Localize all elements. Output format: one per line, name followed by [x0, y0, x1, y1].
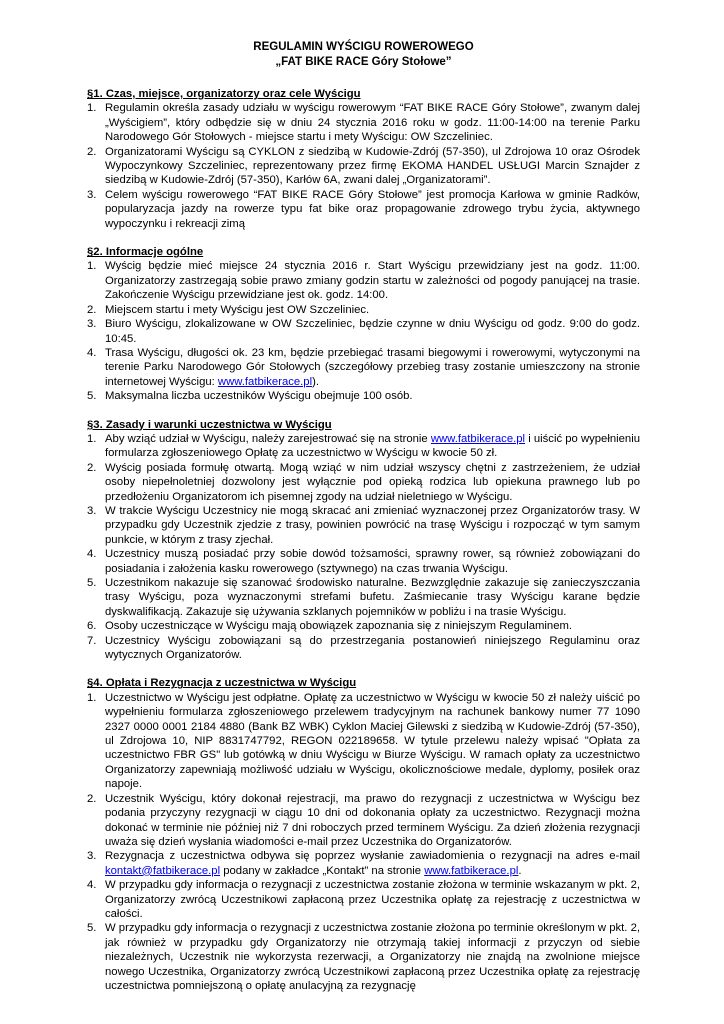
document-title: REGULAMIN WYŚCIGU ROWEROWEGO — [253, 41, 474, 53]
section-list — [87, 101, 640, 231]
document-page — [87, 40, 640, 993]
website-link[interactable]: www.fatbikerace.pl — [424, 864, 519, 877]
list-item: 1. Uczestnictwo w Wyścigu jest odpłatne. Opłatę za uczestnictwo w Wyścigu w kwocie 50 zł należy uiścić po wypełnieniu formularza zgłoszeniowego przelewem tradycyjnym na rachunek bankowy numer 77 1090 2327 0000 0001 2184 4880 (Bank BZ WBK) Cyklon Maciej Gilewski z siedzibą w Kudowie-Zdrój (57-350), ul Zdrojowa 10, NIP 8831747792, REGON 022189658. W tytule przelewu należy wpisać "Opłata za uczestnictwo FBR GS" lub gotówką w dniu Wyścigu w Biurze Wyścigu. W ramach opłaty za uczestnictwo Organizatorzy zapewniają możliwość udziału w Wyścigu, okolicznościowe medale, dyplomy, posiłek oraz napoje. — [87, 691, 640, 791]
list-item: 4. W przypadku gdy informacja o rezygnacji z uczestnictwa zostanie złożona w terminie wskazanym w pkt. 2, Organizatorzy zwrócą Uczestnikowi zapłaconą przez Uczestnika opłatę za rejestrację z uczestnictwa w całości. — [87, 879, 640, 920]
list-item: 7. Uczestnicy Wyścigu zobowiązani są do przestrzegania postanowień niniejszego Regulaminu oraz wytycznych Organizatorów. — [87, 634, 640, 662]
list-item: 2. Wyścig posiada formułę otwartą. Mogą wziąć w nim udział wszyscy chętni z zastrzeżeniem, że udział osoby niepełnoletniej dozwolony jest wyłącznie pod opieką rodzica lub opiekuna prawnego lub po przedłożeniu Organizatorom ich pisemnej zgody na udział nieletniego w Wyścigu. — [87, 461, 640, 503]
list-item: 1. Wyścig będzie mieć miejsce 24 stycznia 2016 r. Start Wyścigu przewidziany jest na godz. 11:00. Organizatorzy zastrzegają sobie prawo zmiany godzin startu w zależności od pogody panującej na trasie. Zakończenie Wyścigu przewidziane jest ok. godz. 14:00. — [87, 260, 640, 302]
list-item: 2. Miejscem startu i mety Wyścigu jest OW Szczeliniec. — [87, 303, 370, 316]
list-item: 5. Uczestnikom nakazuje się szanować środowisko naturalne. Bezwzględnie zakazuje się zanieczyszczania trasy Wyścigu, poza wyznaczonymi strefami bufetu. Zaśmiecanie trasy Wyścigu karane będzie dyskwalifikacją. Zakazuje się używania szklanych pojemników w pobliżu i na trasie Wyścigu. — [87, 577, 640, 618]
list-item: 6. Osoby uczestniczące w Wyścigu mają obowiązek zapoznania się z niniejszym Regulaminem. — [87, 620, 573, 633]
section-list — [87, 259, 640, 403]
section-heading: §4. Opłata i Rezygnacja z uczestnictwa w Wyścigu — [87, 677, 357, 690]
section-heading: §1. Czas, miejsce, organizatorzy oraz cele Wyścigu — [87, 88, 361, 100]
list-item: 3. Biuro Wyścigu, zlokalizowane w OW Szczeliniec, będzie czynne w dniu Wyścigu od godz. 9:00 do godz. 10:45. — [87, 318, 640, 345]
list-item: 5. Maksymalna liczba uczestników Wyścigu obejmuje 100 osób. — [87, 390, 413, 403]
section-heading: §2. Informacje ogólne — [87, 246, 204, 259]
list-item: 3. Celem wyścigu rowerowego “FAT BIKE RACE Góry Stołowe” jest promocja Karłowa w gminie Radków, popularyzacja jazdy na rowerze typu fat bike oraz propagowanie zdrowego trybu życia, aktywnego wypoczynku i rekreacji zimą — [87, 188, 640, 230]
list-item: 1. Regulamin określa zasady udziału w wyścigu rowerowym “FAT BIKE RACE Góry Stołowe”, zwanym dalej „Wyścigiem”, który odbędzie się w dniu 24 stycznia 2016 roku w godz. 11:00-14:00 na terenie Parku Narodowego Gór Stołowych - miejsce startu i mety Wyścigu: OW Szczeliniec. — [87, 102, 640, 144]
website-link[interactable]: www.fatbikerace.pl — [217, 375, 313, 388]
list-item: 3. Rezygnacja z uczestnictwa odbywa się poprzez wysłanie zawiadomienia o rezygnacji na adres e-mail kontakt@fatbikerace.pl podany w zakładce „Kontakt” na stronie www.fatbikerace.pl. — [87, 850, 640, 877]
list-item: 5. W przypadku gdy informacja o rezygnacji z uczestnictwa zostanie złożona po terminie określonym w pkt. 2, jak również w przypadku gdy Organizatorzy nie otrzymają takiej informacji z przyczyn od siebie niezależnych, Uczestnik nie wykorzysta rezerwacji, a Organizatorzy nie znajdą na zwolnione miejsce nowego Uczestnika, Organizatorzy zwrócą Uczestnikowi zapłaconą przez Uczestnika opłatę za rejestrację uczestnictwa pomniejszoną o opłatę anulacyjną za rezygnację — [87, 922, 640, 992]
section-heading: §3. Zasady i warunki uczestnictwa w Wyścigu — [87, 418, 332, 431]
list-item: 3. W trakcie Wyścigu Uczestnicy nie mogą skracać ani zmieniać wyznaczonej przez Organizatorów trasy. W przypadku gdy Uczestnik zjedzie z trasy, powinien powrócić na trasę Wyścigu i rozpocząć w tym samym punkcie, w którym z trasy zjechał. — [87, 504, 640, 546]
section-list — [87, 432, 640, 663]
document-subtitle: „FAT BIKE RACE Góry Stołowe” — [275, 55, 452, 68]
list-item: 2. Organizatorami Wyścigu są CYKLON z siedzibą w Kudowie-Zdrój (57-350), ul Zdrojowa 10 oraz Ośrodek Wypoczynkowy Szczeliniec, reprezentowany przez firmę EKOMA HANDEL USŁUGI Marcin Sznajder z siedzibą w Kudowie-Zdrój (57-350), Karłów 6A, zwani dalej „Organizatorami”. — [87, 145, 640, 187]
email-link[interactable]: kontakt@fatbikerace.pl — [105, 864, 221, 877]
section-list — [87, 691, 640, 994]
website-link[interactable]: www.fatbikerace.pl — [430, 432, 526, 445]
list-item: 1. Aby wziąć udział w Wyścigu, należy zarejestrować się na stronie www.fatbikerace.pl i uiścić po wypełnieniu formularza zgłoszeniowego Opłatę za uczestnictwo w Wyścigu w kwocie 50 zł. — [87, 432, 640, 460]
list-item: 4. Uczestnicy muszą posiadać przy sobie dowód tożsamości, sprawny rower, są również zobowiązani do posiadania i założenia kasku rowerowego (sztywnego) na czas trwania Wyścigu. — [87, 548, 640, 575]
list-item: 4. Trasa Wyścigu, długości ok. 23 km, będzie przebiegać trasami biegowymi i rowerowymi, wytyczonymi na terenie Parku Narodowego Gór Stołowych (szczegółowy przebieg trasy zostanie umieszczony na stronie internetowej Wyścigu: www.fatbikerace.pl). — [87, 346, 640, 388]
list-item: 2. Uczestnik Wyścigu, który dokonał rejestracji, ma prawo do rezygnacji z uczestnictwa w Wyścigu bez podania przyczyny rezygnacji w ciągu 10 dni od dokonania opłaty za uczestnictwo. Rezygnacji można dokonać w terminie nie później niż 7 dni roboczych przed terminem Wyścigu. Za dzień złożenia rezygnacji uważa się dzień wysłania wiadomości e-mail przez Uczestnika do Organizatorów. — [87, 792, 640, 848]
